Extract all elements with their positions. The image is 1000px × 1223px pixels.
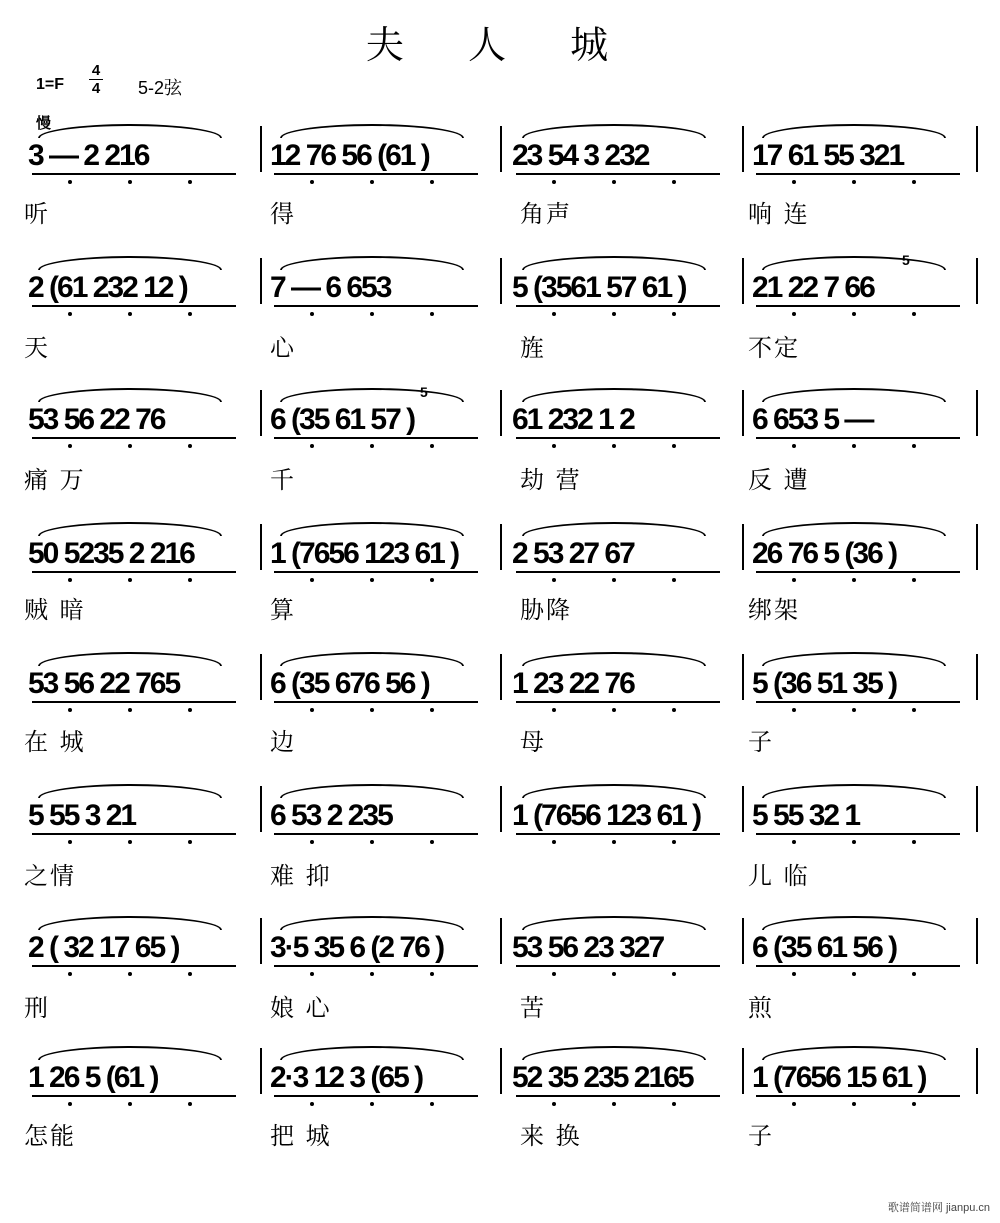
beam [516, 965, 720, 967]
octave-dot [912, 444, 916, 448]
octave-dot [370, 708, 374, 712]
time-signature [88, 62, 104, 97]
slur [522, 1046, 706, 1060]
beam [516, 173, 720, 175]
barline [260, 524, 262, 570]
lyric-text: 反 遭 [748, 466, 810, 494]
octave-dot [68, 312, 72, 316]
measure-notes: 6 53 2 235 [270, 799, 392, 832]
octave-dot [310, 578, 314, 582]
octave-dot [912, 180, 916, 184]
grace-note: 5 [902, 252, 910, 268]
barline [742, 1048, 744, 1094]
octave-dot [370, 180, 374, 184]
lyric-text: 绑架 [748, 596, 800, 624]
beam [32, 1095, 236, 1097]
octave-dot [68, 708, 72, 712]
barline [976, 786, 978, 832]
lyric-text: 天 [24, 334, 50, 362]
octave-dot [852, 708, 856, 712]
slur [38, 522, 222, 536]
beam [516, 1095, 720, 1097]
measure-notes: 5 (3561 57 61 ) [512, 271, 686, 304]
lyric-text: 角声 [520, 200, 572, 228]
octave-dot [612, 444, 616, 448]
octave-dot [552, 972, 556, 976]
barline [742, 654, 744, 700]
measure-notes: 3 — 2 216 [28, 139, 149, 172]
octave-dot [612, 972, 616, 976]
barline [742, 390, 744, 436]
measure-notes: 6 (35 61 56 ) [752, 931, 897, 964]
octave-dot [128, 180, 132, 184]
slur [38, 652, 222, 666]
octave-dot [672, 180, 676, 184]
octave-dot [370, 578, 374, 582]
time-signature-top: 4 [91, 62, 101, 79]
octave-dot [430, 312, 434, 316]
slur [38, 256, 222, 270]
octave-dot [68, 444, 72, 448]
measure-notes: 2·3 12 3 (65 ) [270, 1061, 423, 1094]
lyric-text: 贼 暗 [24, 596, 86, 624]
lyric-text: 千 [270, 466, 296, 494]
octave-dot [430, 1102, 434, 1106]
barline [260, 786, 262, 832]
octave-dot [68, 1102, 72, 1106]
octave-dot [912, 578, 916, 582]
barline [976, 1048, 978, 1094]
slur [762, 1046, 946, 1060]
lyric-text: 心 [270, 334, 296, 362]
beam [274, 173, 478, 175]
lyric-text: 子 [748, 1122, 774, 1150]
barline [500, 390, 502, 436]
slur [38, 1046, 222, 1060]
octave-dot [612, 312, 616, 316]
beam [516, 833, 720, 835]
barline [500, 524, 502, 570]
slur [38, 124, 222, 138]
octave-dot [672, 972, 676, 976]
octave-dot [672, 840, 676, 844]
octave-dot [310, 444, 314, 448]
octave-dot [310, 312, 314, 316]
octave-dot [188, 578, 192, 582]
octave-dot [370, 312, 374, 316]
octave-dot [792, 972, 796, 976]
barline [742, 786, 744, 832]
octave-dot [792, 180, 796, 184]
slur [762, 522, 946, 536]
measure-notes: 26 76 5 (36 ) [752, 537, 897, 570]
octave-dot [370, 444, 374, 448]
tempo-marking: 慢 [36, 115, 52, 132]
octave-dot [68, 180, 72, 184]
measure-notes: 6 (35 61 57 ) [270, 403, 415, 436]
beam [756, 305, 960, 307]
octave-dot [792, 578, 796, 582]
octave-dot [672, 578, 676, 582]
slur [522, 784, 706, 798]
measure-notes: 52 35 235 2165 [512, 1061, 693, 1094]
octave-dot [552, 444, 556, 448]
lyric-text: 苦 [520, 994, 546, 1022]
slur [762, 388, 946, 402]
octave-dot [852, 840, 856, 844]
beam [32, 571, 236, 573]
octave-dot [188, 840, 192, 844]
time-signature-bottom: 4 [91, 80, 101, 97]
beam [274, 1095, 478, 1097]
barline [976, 390, 978, 436]
octave-dot [612, 1102, 616, 1106]
octave-dot [430, 840, 434, 844]
measure-notes: 5 (36 51 35 ) [752, 667, 897, 700]
octave-dot [128, 578, 132, 582]
beam [32, 437, 236, 439]
grace-note: 5 [420, 384, 428, 400]
octave-dot [188, 180, 192, 184]
slur [522, 388, 706, 402]
barline [742, 918, 744, 964]
octave-dot [852, 444, 856, 448]
barline [500, 786, 502, 832]
measure-notes: 2 53 27 67 [512, 537, 634, 570]
octave-dot [912, 1102, 916, 1106]
beam [516, 305, 720, 307]
beam [32, 965, 236, 967]
octave-dot [552, 180, 556, 184]
measure-notes: 1 26 5 (61 ) [28, 1061, 158, 1094]
barline [742, 258, 744, 304]
slur [280, 124, 464, 138]
octave-dot [68, 840, 72, 844]
measure-notes: 1 (7656 123 61 ) [270, 537, 459, 570]
lyric-text: 刑 [24, 994, 50, 1022]
octave-dot [612, 840, 616, 844]
beam [756, 965, 960, 967]
barline [742, 126, 744, 172]
beam [274, 305, 478, 307]
beam [756, 833, 960, 835]
octave-dot [792, 840, 796, 844]
octave-dot [430, 708, 434, 712]
barline [976, 524, 978, 570]
beam [516, 701, 720, 703]
octave-dot [792, 444, 796, 448]
beam [516, 571, 720, 573]
beam [756, 701, 960, 703]
octave-dot [310, 180, 314, 184]
slur [522, 652, 706, 666]
slur [38, 916, 222, 930]
beam [274, 437, 478, 439]
measure-notes: 12 76 56 (61 ) [270, 139, 429, 172]
lyric-text: 算 [270, 596, 296, 624]
lyric-text: 娘 心 [270, 994, 332, 1022]
barline [500, 126, 502, 172]
octave-dot [370, 972, 374, 976]
octave-dot [310, 1102, 314, 1106]
octave-dot [430, 444, 434, 448]
beam [32, 173, 236, 175]
octave-dot [552, 840, 556, 844]
octave-dot [672, 708, 676, 712]
measure-notes: 6 653 5 — [752, 403, 873, 436]
barline [260, 654, 262, 700]
slur [280, 652, 464, 666]
measure-notes: 23 54 3 232 [512, 139, 649, 172]
barline [742, 524, 744, 570]
octave-dot [672, 1102, 676, 1106]
slur [280, 388, 464, 402]
lyric-text: 母 [520, 728, 546, 756]
measure-notes: 7 — 6 653 [270, 271, 391, 304]
slur [38, 388, 222, 402]
octave-dot [128, 444, 132, 448]
barline [500, 1048, 502, 1094]
octave-dot [128, 1102, 132, 1106]
octave-dot [430, 180, 434, 184]
beam [756, 437, 960, 439]
octave-dot [68, 578, 72, 582]
barline [260, 126, 262, 172]
slur [280, 784, 464, 798]
measure-notes: 1 23 22 76 [512, 667, 634, 700]
octave-dot [552, 1102, 556, 1106]
song-title: 夫 人 城 [365, 23, 635, 67]
octave-dot [672, 312, 676, 316]
barline [260, 390, 262, 436]
octave-dot [188, 312, 192, 316]
octave-dot [612, 578, 616, 582]
slur [762, 784, 946, 798]
key-signature: 1=F [36, 76, 65, 93]
beam [756, 571, 960, 573]
measure-notes: 2 ( 32 17 65 ) [28, 931, 179, 964]
octave-dot [310, 708, 314, 712]
octave-dot [310, 840, 314, 844]
slur [762, 124, 946, 138]
beam [274, 833, 478, 835]
measure-notes: 50 5235 2 216 [28, 537, 194, 570]
slur [522, 522, 706, 536]
barline [976, 654, 978, 700]
lyric-text: 劫 营 [520, 466, 582, 494]
octave-dot [370, 1102, 374, 1106]
slur [522, 256, 706, 270]
octave-dot [370, 840, 374, 844]
measure-notes: 6 (35 676 56 ) [270, 667, 429, 700]
lyric-text: 煎 [748, 994, 774, 1022]
octave-dot [672, 444, 676, 448]
measure-notes: 1 (7656 123 61 ) [512, 799, 701, 832]
octave-dot [188, 444, 192, 448]
barline [260, 1048, 262, 1094]
slur [522, 916, 706, 930]
barline [260, 918, 262, 964]
octave-dot [188, 972, 192, 976]
octave-dot [552, 578, 556, 582]
octave-dot [852, 180, 856, 184]
lyric-text: 响 连 [748, 200, 810, 228]
octave-dot [852, 1102, 856, 1106]
measure-notes: 61 232 1 2 [512, 403, 634, 436]
octave-dot [612, 180, 616, 184]
measure-notes: 3·5 35 6 (2 76 ) [270, 931, 444, 964]
octave-dot [68, 972, 72, 976]
octave-dot [912, 972, 916, 976]
slur [280, 1046, 464, 1060]
tuning-marking: 5-2弦 [138, 78, 183, 98]
lyric-text: 旌 [520, 334, 546, 362]
beam [274, 701, 478, 703]
watermark: 歌谱简谱网 jianpu.cn [887, 1202, 990, 1214]
slur [762, 916, 946, 930]
measure-notes: 53 56 22 765 [28, 667, 180, 700]
octave-dot [912, 840, 916, 844]
slur [522, 124, 706, 138]
measure-notes: 21 22 7 66 [752, 271, 874, 304]
octave-dot [792, 1102, 796, 1106]
measure-notes: 53 56 22 76 [28, 403, 165, 436]
measure-notes: 53 56 23 327 [512, 931, 664, 964]
slur [280, 256, 464, 270]
lyric-text: 听 [24, 200, 50, 228]
beam [274, 571, 478, 573]
octave-dot [852, 972, 856, 976]
beam [274, 965, 478, 967]
barline [500, 258, 502, 304]
lyric-text: 得 [270, 200, 296, 228]
octave-dot [852, 578, 856, 582]
lyric-text: 在 城 [24, 728, 86, 756]
barline [500, 918, 502, 964]
octave-dot [430, 578, 434, 582]
measure-notes: 2 (61 232 12 ) [28, 271, 187, 304]
beam [32, 305, 236, 307]
octave-dot [128, 312, 132, 316]
octave-dot [852, 312, 856, 316]
octave-dot [128, 972, 132, 976]
lyric-text: 边 [270, 728, 296, 756]
barline [976, 126, 978, 172]
octave-dot [552, 708, 556, 712]
octave-dot [188, 708, 192, 712]
octave-dot [128, 708, 132, 712]
lyric-text: 胁降 [520, 596, 572, 624]
lyric-text: 儿 临 [748, 862, 810, 890]
octave-dot [128, 840, 132, 844]
slur [762, 256, 946, 270]
beam [32, 833, 236, 835]
beam [32, 701, 236, 703]
octave-dot [912, 708, 916, 712]
slur [762, 652, 946, 666]
measure-notes: 5 55 3 21 [28, 799, 136, 832]
lyric-text: 把 城 [270, 1122, 332, 1150]
measure-notes: 1 (7656 15 61 ) [752, 1061, 926, 1094]
lyric-text: 难 抑 [270, 862, 332, 890]
barline [976, 918, 978, 964]
measure-notes: 17 61 55 321 [752, 139, 904, 172]
octave-dot [792, 312, 796, 316]
measure-notes: 5 55 32 1 [752, 799, 860, 832]
beam [516, 437, 720, 439]
beam [756, 1095, 960, 1097]
beam [756, 173, 960, 175]
barline [976, 258, 978, 304]
lyric-text: 痛 万 [24, 466, 86, 494]
barline [500, 654, 502, 700]
lyric-text: 不定 [748, 334, 800, 362]
octave-dot [310, 972, 314, 976]
barline [260, 258, 262, 304]
octave-dot [792, 708, 796, 712]
lyric-text: 怎能 [24, 1122, 76, 1150]
lyric-text: 之情 [24, 862, 76, 890]
octave-dot [612, 708, 616, 712]
octave-dot [430, 972, 434, 976]
lyric-text: 来 换 [520, 1122, 582, 1150]
slur [280, 916, 464, 930]
slur [280, 522, 464, 536]
octave-dot [912, 312, 916, 316]
lyric-text: 子 [748, 728, 774, 756]
octave-dot [552, 312, 556, 316]
octave-dot [188, 1102, 192, 1106]
slur [38, 784, 222, 798]
